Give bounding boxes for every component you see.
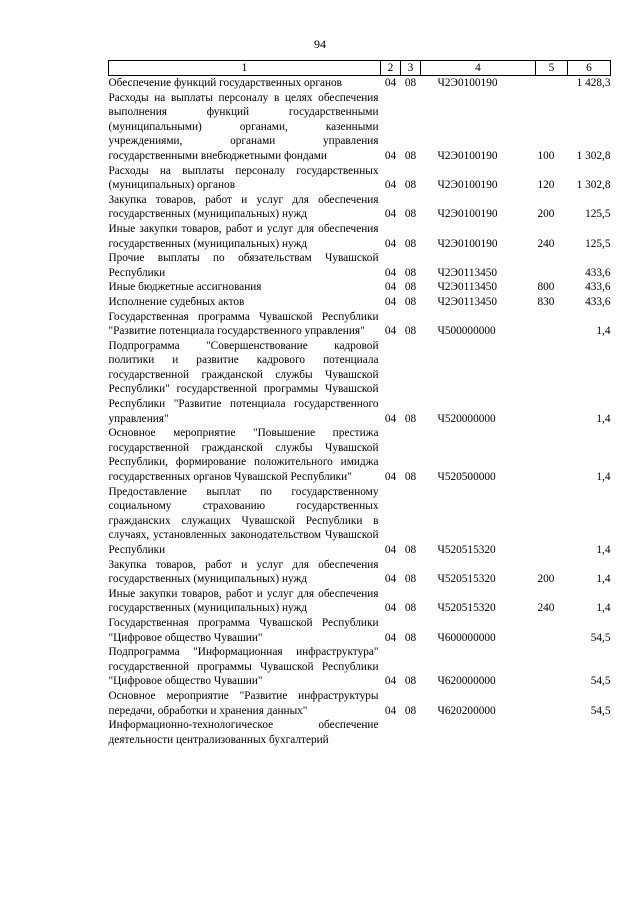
row-amount: 1,4	[596, 602, 611, 615]
row-target-article: Ч520515320	[437, 602, 496, 615]
row-amount: 1,4	[596, 471, 611, 484]
row-target-article: Ч2Э0100190	[437, 77, 498, 89]
row-name: Подпрограмма "Информационная инфраструктура" государственной программы Чувашской Республики "Цифровое общество Чувашии"	[108, 646, 379, 688]
table-row	[109, 485, 611, 558]
row-amount: 54,5	[590, 631, 611, 644]
row-subsection: 08	[404, 544, 417, 556]
row-section: 04	[384, 412, 397, 425]
row-name: Прочие выплаты по обязательствам Чувашской Республики	[108, 252, 379, 279]
row-target-article: Ч2Э0100190	[437, 208, 498, 221]
row-expense-type: 200	[537, 208, 555, 221]
row-subsection: 08	[404, 631, 417, 644]
row-subsection: 08	[404, 325, 417, 338]
header-col-1: 1	[109, 61, 381, 76]
header-col-5: 5	[536, 61, 568, 76]
table-row	[109, 310, 611, 339]
row-target-article: Ч520500000	[437, 471, 496, 484]
table-row	[109, 222, 611, 251]
header-col-4: 4	[421, 61, 536, 76]
row-expense-type	[536, 689, 568, 718]
row-name: Предоставление выплат по государственному социальному страхованию государственных гражданских служащих Чувашской Республики в случаях, установленных законодательством Чувашской Республики	[108, 485, 379, 556]
table-row	[109, 280, 611, 295]
table-row	[109, 718, 611, 747]
row-expense-type	[536, 251, 568, 280]
row-name: Государственная программа Чувашской Республики "Цифровое общество Чувашии"	[108, 616, 379, 644]
row-expense-type: 240	[537, 602, 555, 615]
row-name: Обеспечение функций государственных органов	[108, 77, 343, 89]
row-section: 04	[384, 471, 397, 484]
row-expense-type	[536, 426, 568, 484]
row-section	[381, 718, 401, 747]
row-expense-type	[536, 616, 568, 645]
budget-table	[108, 60, 611, 747]
table-row	[109, 426, 611, 484]
header-row	[109, 61, 611, 76]
row-expense-type	[536, 485, 568, 558]
row-subsection: 08	[404, 179, 417, 192]
row-name: Государственная программа Чувашской Республики "Развитие потенциала государственного управления"	[108, 310, 379, 338]
row-subsection: 08	[404, 704, 417, 717]
row-amount: 1,4	[596, 412, 611, 425]
row-target-article: Ч500000000	[437, 325, 496, 338]
row-target-article: Ч2Э0100190	[437, 179, 498, 192]
row-section: 04	[384, 179, 397, 192]
row-section: 04	[384, 208, 397, 221]
row-amount: 1,4	[596, 325, 611, 338]
row-expense-type: 100	[537, 149, 555, 162]
row-section: 04	[384, 295, 397, 308]
table-row	[109, 689, 611, 718]
row-subsection: 08	[404, 237, 417, 250]
row-section: 04	[384, 266, 397, 279]
row-amount: 1 302,8	[576, 179, 611, 192]
row-target-article: Ч2Э0100190	[437, 149, 498, 162]
row-expense-type	[536, 718, 568, 747]
table-body	[109, 76, 611, 748]
row-amount: 1,4	[596, 573, 611, 586]
row-section: 04	[384, 325, 397, 338]
row-name: Информационно-технологическое обеспечение деятельности централизованных бухгалтерий	[108, 719, 379, 746]
row-amount: 1 428,3	[576, 77, 611, 89]
row-subsection	[401, 718, 421, 747]
row-section: 04	[384, 149, 397, 162]
row-target-article: Ч520515320	[437, 544, 496, 556]
row-subsection: 08	[404, 77, 417, 89]
row-name: Расходы на выплаты персоналу государственных (муниципальных) органов	[108, 164, 379, 192]
row-subsection: 08	[404, 295, 417, 308]
row-name: Основное мероприятие "Повышение престижа государственной гражданской службы Чувашской Республики, формирование положительного имиджа государственных органов Чувашской Республики"	[108, 427, 379, 484]
page-number: 94	[314, 37, 326, 51]
table-row	[109, 76, 611, 91]
row-subsection: 08	[404, 602, 417, 615]
row-subsection: 08	[404, 573, 417, 586]
row-section: 04	[384, 704, 397, 717]
row-amount: 125,5	[585, 208, 611, 221]
row-expense-type: 120	[537, 179, 555, 192]
row-target-article: Ч620000000	[437, 675, 496, 688]
table-row	[109, 91, 611, 164]
header-col-6: 6	[568, 61, 611, 76]
row-amount: 125,5	[585, 237, 611, 250]
row-section: 04	[384, 281, 397, 294]
row-subsection: 08	[404, 149, 417, 162]
row-target-article: Ч520515320	[437, 573, 496, 586]
row-section: 04	[384, 237, 397, 250]
row-section: 04	[384, 573, 397, 586]
row-amount	[568, 718, 611, 747]
row-section: 04	[384, 544, 397, 556]
row-subsection: 08	[404, 266, 417, 279]
row-amount: 54,5	[590, 675, 611, 688]
row-target-article: Ч2Э0100190	[437, 237, 498, 250]
row-name: Расходы на выплаты персоналу в целях обеспечения выполнения функций государственными (муниципальными) органами, казенными учреждениями, органами управления государственными внебюджетными фондами	[108, 91, 379, 162]
row-amount: 433,6	[585, 295, 611, 308]
table-row	[109, 339, 611, 427]
row-expense-type: 200	[537, 573, 555, 586]
row-name: Подпрограмма "Совершенствование кадровой политики и развитие кадрового потенциала государственной гражданской службы Чувашской Республики" государственной программы Чувашской Республики "Развитие потенциала государственного управления"	[108, 339, 379, 425]
row-name: Закупка товаров, работ и услуг для обеспечения государственных (муниципальных) нужд	[108, 193, 379, 221]
row-amount: 1,4	[596, 544, 611, 556]
table-row	[109, 587, 611, 616]
row-amount: 433,6	[585, 281, 611, 294]
row-expense-type	[536, 76, 568, 91]
row-target-article	[421, 718, 536, 747]
row-section: 04	[384, 602, 397, 615]
row-subsection: 08	[404, 471, 417, 484]
row-section: 04	[384, 77, 397, 89]
table-header	[109, 61, 611, 76]
row-amount: 54,5	[590, 704, 611, 717]
table-row	[109, 616, 611, 645]
table-row	[109, 645, 611, 689]
row-subsection: 08	[404, 412, 417, 425]
row-expense-type	[536, 339, 568, 427]
header-col-3: 3	[401, 61, 421, 76]
row-expense-type: 830	[537, 295, 555, 308]
row-target-article: Ч2Э0113450	[437, 281, 498, 294]
row-name: Основное мероприятие "Развитие инфраструктуры передачи, обработки и хранения данных"	[108, 689, 379, 717]
row-expense-type	[536, 645, 568, 689]
row-target-article: Ч520000000	[437, 412, 496, 425]
row-name: Иные закупки товаров, работ и услуг для обеспечения государственных (муниципальных) нужд	[108, 587, 379, 615]
row-subsection: 08	[404, 208, 417, 221]
row-name: Исполнение судебных актов	[108, 295, 245, 308]
table-row	[109, 251, 611, 280]
row-target-article: Ч2Э0113450	[437, 266, 498, 279]
table-row	[109, 164, 611, 193]
table-row	[109, 295, 611, 310]
row-expense-type: 800	[537, 281, 555, 294]
row-amount: 433,6	[585, 266, 611, 279]
row-target-article: Ч600000000	[437, 631, 496, 644]
row-target-article: Ч2Э0113450	[437, 295, 498, 308]
row-subsection: 08	[404, 281, 417, 294]
table-row	[109, 193, 611, 222]
row-name: Иные закупки товаров, работ и услуг для обеспечения государственных (муниципальных) нужд	[108, 222, 379, 250]
row-expense-type: 240	[537, 237, 555, 250]
row-section: 04	[384, 631, 397, 644]
row-target-article: Ч620200000	[437, 704, 496, 717]
row-name: Закупка товаров, работ и услуг для обеспечения государственных (муниципальных) нужд	[108, 558, 379, 586]
row-name: Иные бюджетные ассигнования	[108, 281, 262, 294]
row-subsection: 08	[404, 675, 417, 688]
row-section: 04	[384, 675, 397, 688]
table-row	[109, 558, 611, 587]
row-expense-type	[536, 310, 568, 339]
row-amount: 1 302,8	[576, 149, 611, 162]
header-col-2: 2	[381, 61, 401, 76]
